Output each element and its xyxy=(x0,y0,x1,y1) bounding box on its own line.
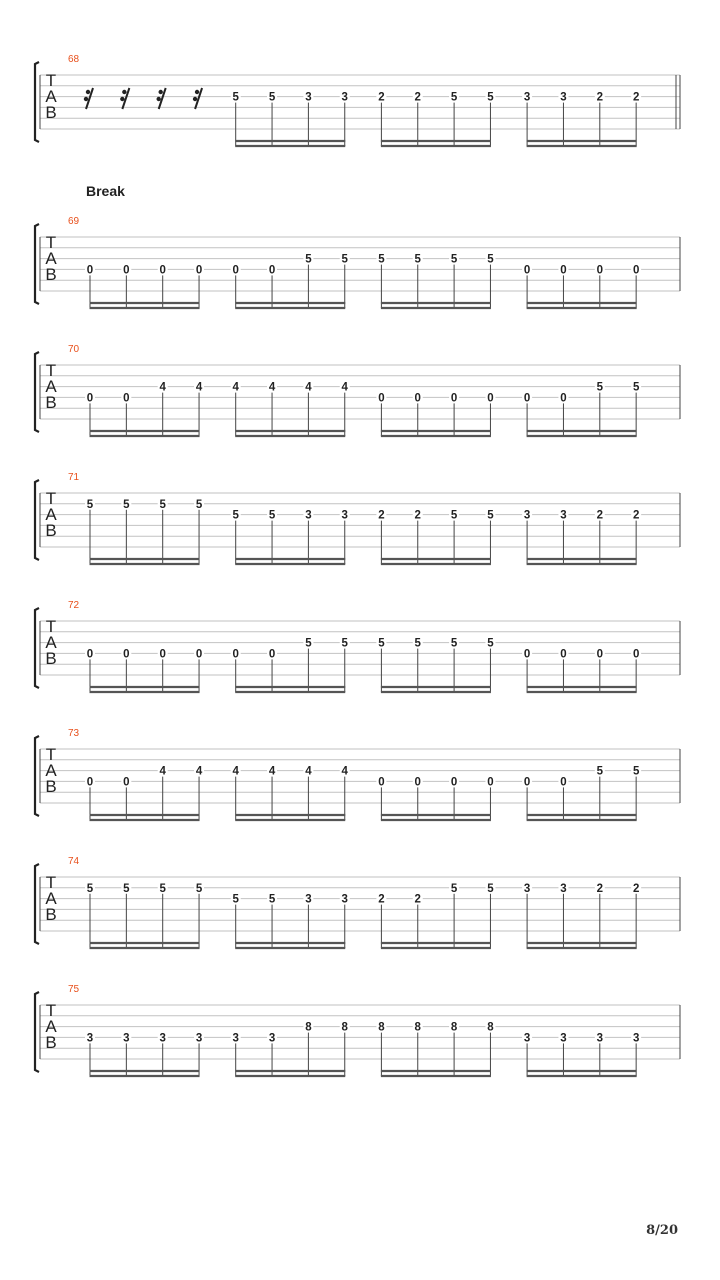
system-bracket xyxy=(35,480,39,560)
fret-number: 0 xyxy=(123,648,130,661)
fret-number: 0 xyxy=(560,392,567,405)
tab-clef-letter: A xyxy=(45,87,57,106)
section-label: Break xyxy=(86,183,125,199)
fret-number: 2 xyxy=(378,91,385,104)
tab-clef-letter: A xyxy=(45,761,57,780)
fret-number: 0 xyxy=(523,392,531,405)
fret-number: 2 xyxy=(632,882,640,895)
system-bracket xyxy=(35,352,39,432)
fret-number: 2 xyxy=(414,893,421,906)
fret-number: 5 xyxy=(378,637,385,650)
fret-number: 5 xyxy=(450,253,458,266)
rest-dot xyxy=(159,90,163,94)
tab-clef-letter: A xyxy=(45,377,57,396)
fret-number: 3 xyxy=(305,91,312,104)
tab-clef-letter: B xyxy=(45,393,57,412)
tab-clef-letter: A xyxy=(45,889,57,908)
system-bracket xyxy=(35,224,39,304)
system-bracket xyxy=(35,992,39,1072)
fret-number: 0 xyxy=(86,648,94,661)
fret-number: 3 xyxy=(632,1032,640,1045)
fret-number: 8 xyxy=(414,1021,421,1034)
system-bracket xyxy=(35,62,39,142)
fret-number: 4 xyxy=(159,381,166,394)
fret-number: 3 xyxy=(560,882,567,895)
fret-number: 0 xyxy=(123,264,130,277)
fret-number: 5 xyxy=(632,765,640,778)
measure-number: 74 xyxy=(68,856,80,867)
fret-number: 5 xyxy=(232,91,239,104)
fret-number: 5 xyxy=(123,882,130,895)
tab-clef-letter: A xyxy=(45,1017,57,1036)
tab-clef-letter: T xyxy=(45,489,57,508)
tab-clef-letter: A xyxy=(45,505,57,524)
fret-number: 8 xyxy=(305,1021,312,1034)
fret-number: 2 xyxy=(414,91,421,104)
tab-system xyxy=(35,728,680,820)
fret-number: 0 xyxy=(450,392,458,405)
page-number: 8/20 xyxy=(646,1223,678,1238)
fret-number: 5 xyxy=(195,498,203,511)
fret-number: 0 xyxy=(560,264,567,277)
fret-number: 5 xyxy=(596,381,604,394)
fret-number: 0 xyxy=(560,776,567,789)
tab-system xyxy=(35,344,680,436)
fret-number: 5 xyxy=(378,253,385,266)
fret-number: 2 xyxy=(596,882,604,895)
tab-clef-letter: B xyxy=(45,649,57,668)
fret-number: 3 xyxy=(341,509,348,522)
measure-number: 75 xyxy=(68,984,80,995)
fret-number: 0 xyxy=(159,264,166,277)
tab-systems xyxy=(35,54,680,1076)
fret-number: 2 xyxy=(632,509,640,522)
fret-number: 0 xyxy=(523,264,531,277)
fret-number: 3 xyxy=(560,509,567,522)
fret-number: 5 xyxy=(86,882,94,895)
tab-clef-letter: B xyxy=(45,265,57,284)
tab-clef-letter: B xyxy=(45,1033,57,1052)
fret-number: 5 xyxy=(268,509,276,522)
fret-number: 0 xyxy=(487,392,494,405)
system-bracket xyxy=(35,864,39,944)
rest-dot xyxy=(157,97,161,101)
fret-number: 5 xyxy=(159,882,166,895)
fret-number: 3 xyxy=(596,1032,604,1045)
fret-number: 2 xyxy=(378,893,385,906)
measure-number: 73 xyxy=(68,728,80,739)
fret-number: 3 xyxy=(86,1032,94,1045)
fret-number: 2 xyxy=(596,509,604,522)
fret-number: 0 xyxy=(523,776,531,789)
fret-number: 0 xyxy=(232,648,239,661)
fret-number: 5 xyxy=(487,882,494,895)
fret-number: 2 xyxy=(414,509,421,522)
fret-number: 0 xyxy=(159,648,166,661)
fret-number: 3 xyxy=(523,91,531,104)
fret-number: 0 xyxy=(414,392,421,405)
fret-number: 3 xyxy=(159,1032,166,1045)
fret-number: 0 xyxy=(86,392,94,405)
measure-number: 71 xyxy=(68,472,80,483)
tab-system xyxy=(35,54,680,146)
fret-number: 4 xyxy=(268,765,276,778)
fret-number: 5 xyxy=(450,882,458,895)
fret-number: 4 xyxy=(159,765,166,778)
fret-number: 5 xyxy=(450,637,458,650)
fret-number: 0 xyxy=(86,776,94,789)
fret-number: 0 xyxy=(523,648,531,661)
tab-clef-letter: A xyxy=(45,633,57,652)
fret-number: 0 xyxy=(596,648,604,661)
fret-number: 3 xyxy=(560,1032,567,1045)
fret-number: 0 xyxy=(632,648,640,661)
fret-number: 5 xyxy=(232,509,239,522)
fret-number: 4 xyxy=(195,381,203,394)
fret-number: 3 xyxy=(523,882,531,895)
fret-number: 4 xyxy=(268,381,276,394)
fret-number: 0 xyxy=(86,264,94,277)
fret-number: 4 xyxy=(195,765,203,778)
fret-number: 3 xyxy=(123,1032,130,1045)
fret-number: 5 xyxy=(159,498,166,511)
fret-number: 5 xyxy=(268,91,276,104)
fret-number: 3 xyxy=(523,1032,531,1045)
rest-dot xyxy=(193,97,197,101)
fret-number: 0 xyxy=(596,264,604,277)
fret-number: 2 xyxy=(596,91,604,104)
tab-clef-letter: B xyxy=(45,905,57,924)
fret-number: 3 xyxy=(268,1032,276,1045)
fret-number: 4 xyxy=(232,381,239,394)
fret-number: 5 xyxy=(305,637,312,650)
rest-dot xyxy=(120,97,124,101)
tab-clef-letter: T xyxy=(45,873,57,892)
tab-clef-letter: T xyxy=(45,361,57,380)
tab-clef-letter: T xyxy=(45,233,57,252)
fret-number: 5 xyxy=(632,381,640,394)
rest-dot xyxy=(195,90,199,94)
system-bracket xyxy=(35,608,39,688)
fret-number: 3 xyxy=(341,91,348,104)
fret-number: 0 xyxy=(632,264,640,277)
fret-number: 5 xyxy=(268,893,276,906)
fret-number: 3 xyxy=(341,893,348,906)
fret-number: 4 xyxy=(305,381,312,394)
tab-system xyxy=(35,472,680,564)
fret-number: 4 xyxy=(305,765,312,778)
fret-number: 0 xyxy=(123,392,130,405)
fret-number: 0 xyxy=(195,648,203,661)
fret-number: 5 xyxy=(450,91,458,104)
tab-clef-letter: B xyxy=(45,777,57,796)
tab-clef-letter: T xyxy=(45,617,57,636)
fret-number: 0 xyxy=(487,776,494,789)
fret-number: 0 xyxy=(450,776,458,789)
system-bracket xyxy=(35,736,39,816)
fret-number: 5 xyxy=(305,253,312,266)
fret-number: 0 xyxy=(378,776,385,789)
rest-dot xyxy=(86,90,90,94)
fret-number: 5 xyxy=(341,253,348,266)
fret-number: 3 xyxy=(523,509,531,522)
fret-number: 5 xyxy=(487,91,494,104)
tab-system xyxy=(35,216,680,308)
fret-number: 2 xyxy=(632,91,640,104)
measure-number: 68 xyxy=(68,54,80,65)
fret-number: 8 xyxy=(487,1021,494,1034)
fret-number: 8 xyxy=(378,1021,385,1034)
fret-number: 5 xyxy=(414,253,421,266)
tab-system xyxy=(35,600,680,692)
fret-number: 0 xyxy=(232,264,239,277)
fret-number: 0 xyxy=(123,776,130,789)
fret-number: 5 xyxy=(341,637,348,650)
tab-clef-letter: A xyxy=(45,249,57,268)
rest-dot xyxy=(122,90,126,94)
fret-number: 4 xyxy=(341,765,348,778)
fret-number: 8 xyxy=(341,1021,348,1034)
tab-clef-letter: B xyxy=(45,521,57,540)
fret-number: 3 xyxy=(305,893,312,906)
tab-clef-letter: T xyxy=(45,1001,57,1020)
tab-clef-letter: B xyxy=(45,103,57,122)
fret-number: 5 xyxy=(414,637,421,650)
fret-number: 3 xyxy=(195,1032,203,1045)
fret-number: 5 xyxy=(86,498,94,511)
fret-number: 3 xyxy=(305,509,312,522)
fret-number: 0 xyxy=(560,648,567,661)
fret-number: 0 xyxy=(268,648,276,661)
measure-number: 72 xyxy=(68,600,80,611)
tab-clef-letter: T xyxy=(45,71,57,90)
fret-number: 5 xyxy=(487,509,494,522)
fret-number: 5 xyxy=(123,498,130,511)
fret-number: 5 xyxy=(487,637,494,650)
fret-number: 0 xyxy=(268,264,276,277)
rest-dot xyxy=(84,97,88,101)
fret-number: 3 xyxy=(560,91,567,104)
fret-number: 2 xyxy=(378,509,385,522)
fret-number: 4 xyxy=(341,381,348,394)
tab-system xyxy=(35,984,680,1076)
fret-number: 5 xyxy=(596,765,604,778)
tab-system xyxy=(35,856,680,948)
fret-number: 8 xyxy=(450,1021,458,1034)
fret-number: 0 xyxy=(414,776,421,789)
fret-number: 4 xyxy=(232,765,239,778)
fret-number: 5 xyxy=(487,253,494,266)
tab-clef-letter: T xyxy=(45,745,57,764)
fret-number: 3 xyxy=(232,1032,239,1045)
fret-number: 5 xyxy=(232,893,239,906)
fret-number: 5 xyxy=(195,882,203,895)
fret-number: 0 xyxy=(195,264,203,277)
measure-number: 70 xyxy=(68,344,80,355)
measure-number: 69 xyxy=(68,216,80,227)
fret-number: 0 xyxy=(378,392,385,405)
fret-number: 5 xyxy=(450,509,458,522)
